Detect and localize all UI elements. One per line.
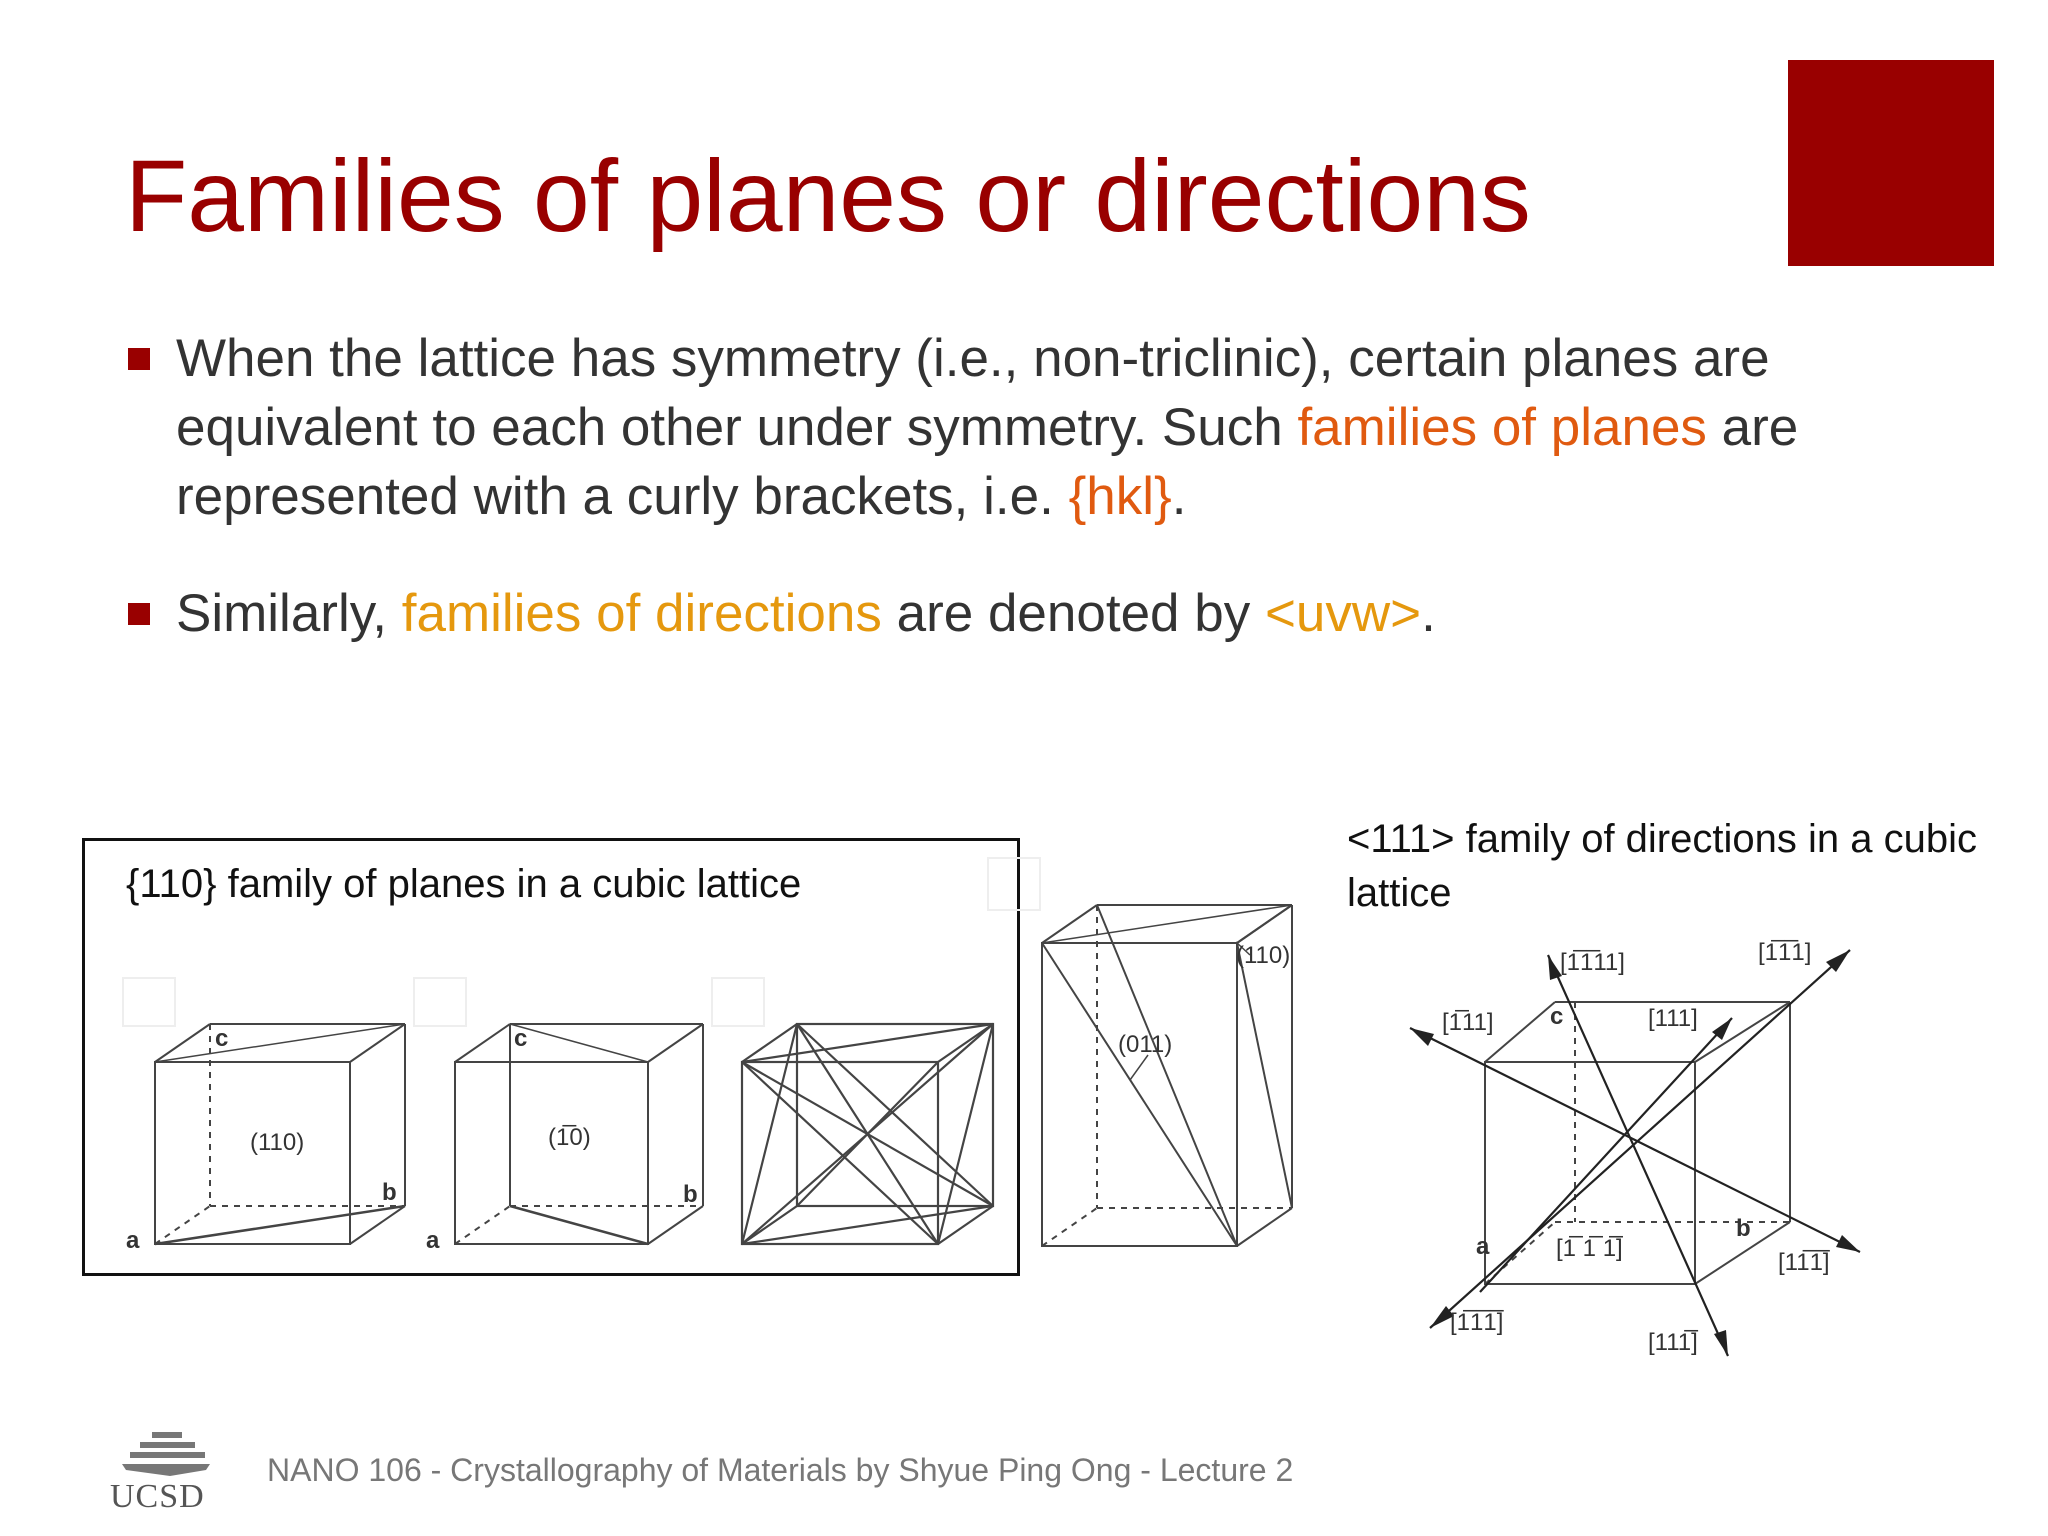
plane-1bar10-label: (1̅0) bbox=[548, 1124, 591, 1151]
direction-label: [1̅ 1̅ 1̅] bbox=[1556, 1235, 1623, 1262]
arrowhead-icon bbox=[1836, 1235, 1860, 1252]
direction-label: [1̅1̅1̅] bbox=[1450, 1309, 1504, 1336]
planes-caption: {110} family of planes in a cubic lattice bbox=[126, 862, 802, 906]
uvw-highlight: <uvw> bbox=[1264, 584, 1422, 643]
arrowhead-icon bbox=[1410, 1028, 1434, 1046]
plane-011-label: (011) bbox=[1118, 1031, 1173, 1058]
placeholder-square bbox=[414, 978, 466, 1026]
hkl-highlight: {hkl} bbox=[1068, 467, 1172, 526]
plane-110-label: (110) bbox=[1236, 942, 1291, 969]
axis-a-label: a bbox=[426, 1227, 440, 1254]
cube-all-planes bbox=[742, 1024, 993, 1244]
bullet-text: When the lattice has symmetry (i.e., non-triclinic), certain planes are equivalent to each other under symmetry. Such families of planes are represented with a curly brackets, i.e. {hkl}. bbox=[176, 329, 1799, 526]
direction-label: [111] bbox=[1648, 1005, 1698, 1032]
axis-c-label: c bbox=[215, 1025, 229, 1052]
axis-a-label: a bbox=[1476, 1233, 1490, 1260]
direction-label: [11̅1̅] bbox=[1778, 1249, 1830, 1276]
slide-title: Families of planes or directions bbox=[125, 139, 1531, 253]
directions-caption: <111> family of directions in a cubic lattice bbox=[1347, 817, 1977, 915]
axis-b-label: b bbox=[382, 1179, 397, 1206]
axis-b-label: b bbox=[1736, 1215, 1751, 1242]
plane-110-label: (110) bbox=[250, 1129, 305, 1156]
families-of-planes-highlight: families of planes bbox=[1297, 398, 1707, 457]
axis-a-label: a bbox=[126, 1227, 140, 1254]
families-of-directions-highlight: families of directions bbox=[401, 584, 882, 643]
footer-text: NANO 106 - Crystallography of Materials by Shyue Ping Ong - Lecture 2 bbox=[267, 1452, 1294, 1488]
direction-label: [111̅] bbox=[1648, 1329, 1698, 1356]
axis-c-label: c bbox=[514, 1025, 528, 1052]
direction-label: [1̅11] bbox=[1442, 1009, 1494, 1036]
bullet-text: Similarly, families of directions are denoted by <uvw>. bbox=[176, 584, 1436, 643]
direction-label: [1̅1̅1] bbox=[1758, 939, 1812, 966]
direction-label: [1̅1̅11] bbox=[1560, 949, 1625, 976]
axis-c-label: c bbox=[1550, 1003, 1564, 1030]
placeholder-square bbox=[712, 978, 764, 1026]
axis-b-label: b bbox=[683, 1181, 698, 1208]
arrowhead-icon bbox=[1714, 1330, 1728, 1356]
placeholder-square bbox=[123, 978, 175, 1026]
ucsd-logo-text: UCSD bbox=[110, 1478, 205, 1515]
placeholder-square bbox=[988, 858, 1040, 910]
